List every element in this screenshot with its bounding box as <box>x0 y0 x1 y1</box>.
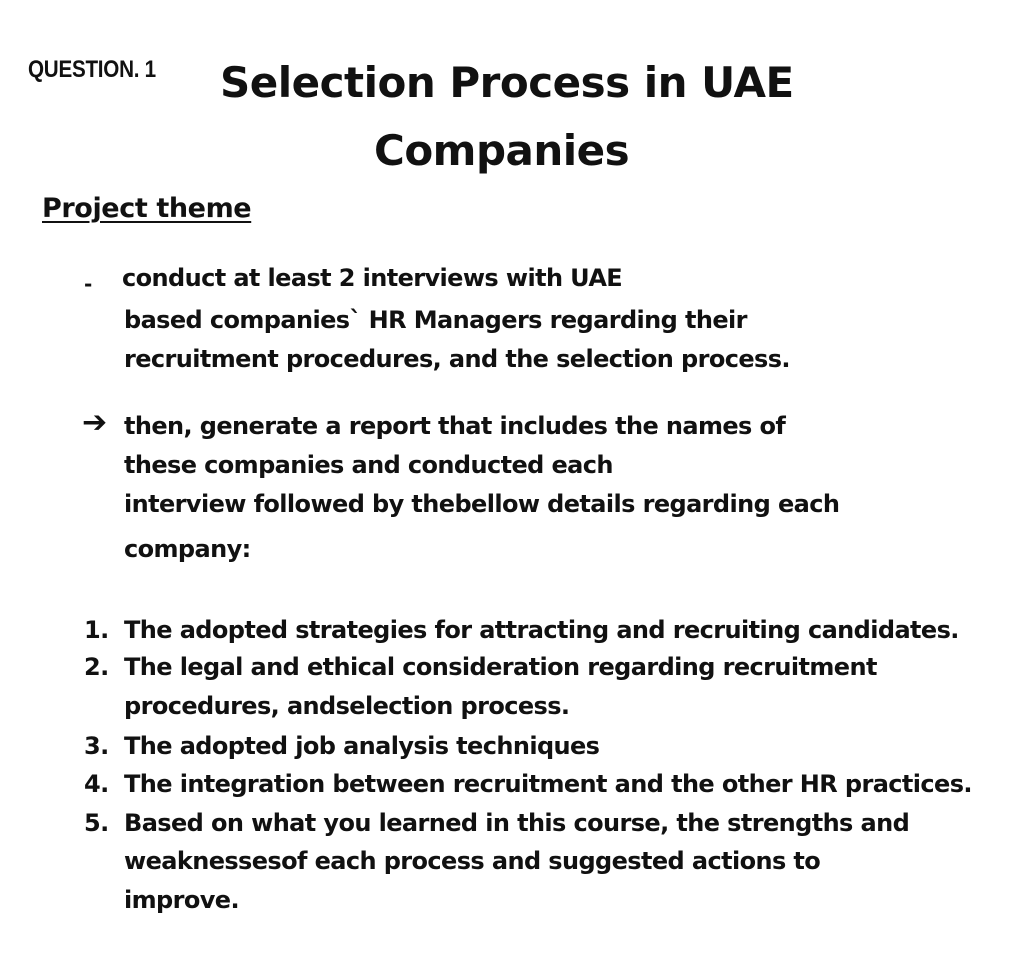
list-item-line: The legal and ethical consideration regarding recruitment <box>124 653 877 681</box>
list-item-line: procedures, andselection process. <box>124 692 570 720</box>
arrow-item-line: company: <box>124 535 251 563</box>
arrow-item-line: these companies and conducted each <box>124 451 613 479</box>
list-item-line: The integration between recruitment and the other HR practices. <box>124 770 972 798</box>
right-arrow-icon: ➔ <box>82 405 108 440</box>
list-item-line: weaknessesof each process and suggested actions to <box>124 847 821 875</box>
list-item-line: Based on what you learned in this course, the strengths and <box>124 809 910 837</box>
arrow-item-line: then, generate a report that includes the names of <box>124 412 786 440</box>
list-number: 4. <box>84 770 109 798</box>
list-item-line: improve. <box>124 886 239 914</box>
bullet-line: based companies` HR Managers regarding their <box>124 306 747 334</box>
list-number: 3. <box>84 732 109 760</box>
list-number: 2. <box>84 653 109 681</box>
list-item-line: The adopted strategies for attracting and recruiting candidates. <box>124 616 959 644</box>
page-title-line-1: Selection Process in UAE <box>220 58 794 107</box>
list-number: 1. <box>84 616 109 644</box>
list-item-line: The adopted job analysis techniques <box>124 732 600 760</box>
section-heading: Project theme <box>42 193 252 224</box>
bullet-line: recruitment procedures, and the selection process. <box>124 345 790 373</box>
list-number: 5. <box>84 809 109 837</box>
page-title-line-2: Companies <box>374 126 630 175</box>
dash-bullet-marker: - <box>84 272 93 296</box>
question-label: QUESTION. 1 <box>28 56 156 83</box>
arrow-item-line: interview followed by thebellow details regarding each <box>124 490 840 518</box>
bullet-line: conduct at least 2 interviews with UAE <box>122 264 623 292</box>
